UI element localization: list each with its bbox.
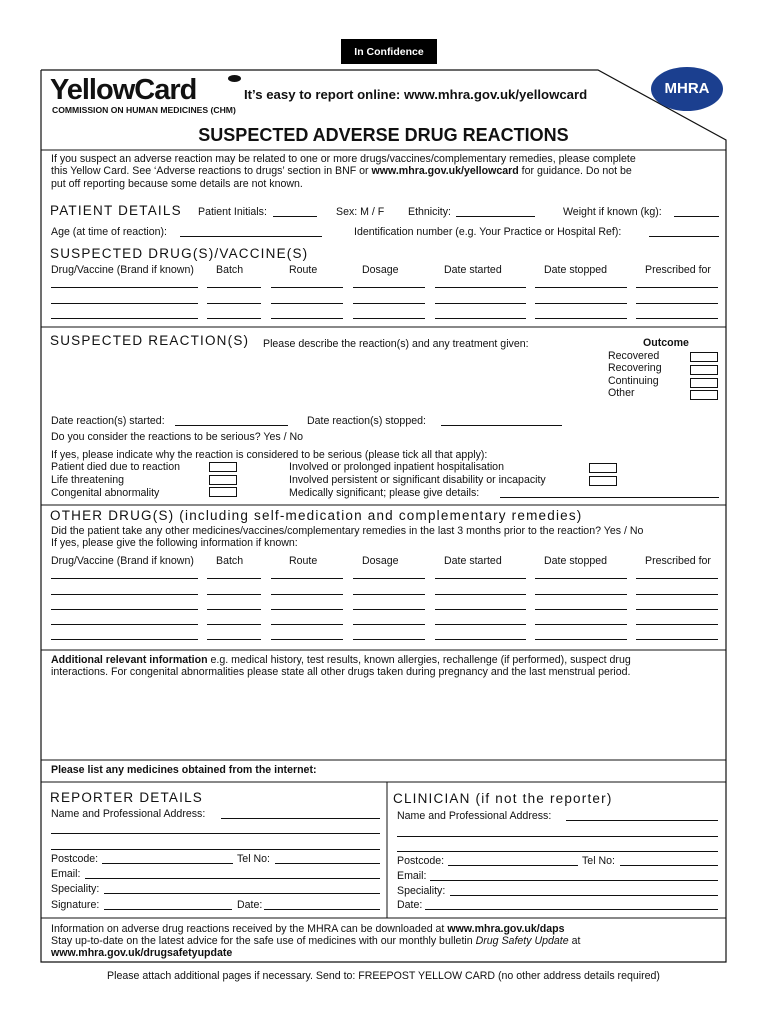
reaction-started-label: Date reaction(s) started:: [51, 415, 165, 427]
ethnicity-field[interactable]: [456, 216, 535, 217]
criteria-died-checkbox[interactable]: [209, 462, 237, 472]
yellowcard-logo: YellowCard: [50, 74, 197, 106]
other-drug-row-5-field-7[interactable]: [636, 639, 718, 640]
col-date-started: Date started: [444, 264, 502, 276]
suspected-drug-row-2-field-2[interactable]: [207, 303, 261, 304]
additional-info-line-1: Additional relevant information e.g. medical history, test results, known allergies, rechallenge (if performed), suspect drug: [51, 654, 631, 666]
reporter-name-label: Name and Professional Address:: [51, 808, 206, 820]
patient-initials-label: Patient Initials:: [198, 206, 267, 218]
other-drug-row-3-field-3[interactable]: [271, 609, 343, 610]
suspected-drug-row-3-field-7[interactable]: [636, 318, 718, 319]
other-drug-row-3-field-6[interactable]: [535, 609, 627, 610]
other-drug-row-2-field-4[interactable]: [353, 594, 425, 595]
reporter-address-line-2[interactable]: [51, 849, 380, 850]
suspected-drug-row-2-field-3[interactable]: [271, 303, 343, 304]
other-drug-row-4-field-4[interactable]: [353, 624, 425, 625]
other-drug-row-5-field-3[interactable]: [271, 639, 343, 640]
outcome-recovered: Recovered: [608, 350, 660, 362]
footer-line-3: www.mhra.gov.uk/drugsafetyupdate: [51, 947, 233, 959]
criteria-died: Patient died due to reaction: [51, 461, 180, 473]
additional-info-line-2: interactions. For congenital abnormalities please state all other drugs taken during pregnancy and the last menstrual period.: [51, 666, 631, 678]
clinician-address-line-2[interactable]: [397, 851, 718, 852]
serious-question: Do you consider the reactions to be serious? Yes / No: [51, 431, 304, 443]
other-drugs-instruction: If yes, please give the following information if known:: [51, 537, 298, 549]
clinician-name-field[interactable]: [566, 820, 718, 821]
intro-line-1: If you suspect an adverse reaction may be related to one or more drugs/vaccines/complementary remedies, please complete: [51, 153, 636, 165]
clinician-email-label: Email:: [397, 870, 427, 882]
clinician-date-field[interactable]: [425, 909, 718, 910]
reporter-signature-field[interactable]: [104, 909, 232, 910]
other-drug-row-1-field-1[interactable]: [51, 578, 198, 579]
other-drug-row-3-field-2[interactable]: [207, 609, 261, 610]
other-drug-row-5-field-6[interactable]: [535, 639, 627, 640]
criteria-life-threatening-checkbox[interactable]: [209, 475, 237, 485]
patient-details-heading: PATIENT DETAILS: [50, 203, 182, 218]
suspected-drug-row-3-field-6[interactable]: [535, 318, 627, 319]
other-drug-row-4-field-5[interactable]: [435, 624, 526, 625]
outcome-other-checkbox[interactable]: [690, 390, 718, 400]
criteria-life-threatening: Life threatening: [51, 474, 125, 486]
clinician-email-field[interactable]: [430, 880, 718, 881]
suspected-drug-row-1-field-4[interactable]: [353, 287, 425, 288]
reporter-email-label: Email:: [51, 868, 81, 880]
reporter-date-field[interactable]: [264, 909, 380, 910]
reaction-stopped-label: Date reaction(s) stopped:: [307, 415, 426, 427]
other-col-drug: Drug/Vaccine (Brand if known): [51, 555, 194, 567]
other-drug-row-3-field-5[interactable]: [435, 609, 526, 610]
suspected-drug-row-1-field-6[interactable]: [535, 287, 627, 288]
clinician-address-line-1[interactable]: [397, 836, 718, 837]
suspected-drug-row-2-field-6[interactable]: [535, 303, 627, 304]
other-drug-row-4-field-6[interactable]: [535, 624, 627, 625]
serious-why-label: If yes, please indicate why the reaction is considered to be serious (please tick all that apply):: [51, 449, 488, 461]
reporter-email-field[interactable]: [85, 878, 380, 879]
other-drug-row-1-field-6[interactable]: [535, 578, 627, 579]
col-route: Route: [289, 264, 318, 276]
mhra-logo-label: MHRA: [664, 80, 710, 97]
reaction-started-field[interactable]: [175, 425, 288, 426]
reporter-name-field[interactable]: [221, 818, 380, 819]
suspected-reactions-heading: SUSPECTED REACTION(S): [50, 333, 250, 348]
outcome-recovered-checkbox[interactable]: [690, 352, 718, 362]
patient-initials-field[interactable]: [273, 216, 317, 217]
internet-medicines-label: Please list any medicines obtained from the internet:: [51, 764, 317, 776]
other-drug-row-5-field-4[interactable]: [353, 639, 425, 640]
clinician-tel-field[interactable]: [620, 865, 718, 866]
reaction-describe-label: Please describe the reaction(s) and any treatment given:: [263, 338, 529, 350]
outcome-recovering: Recovering: [608, 362, 662, 374]
reporter-date-label: Date:: [237, 899, 263, 911]
other-col-dosage: Dosage: [362, 555, 399, 567]
reporter-speciality-field[interactable]: [104, 893, 380, 894]
col-prescribed-for: Prescribed for: [645, 264, 711, 276]
bottom-instruction: Please attach additional pages if necessary. Send to: FREEPOST YELLOW CARD (no other address details required): [107, 970, 660, 982]
medically-significant-field[interactable]: [500, 497, 719, 498]
weight-field[interactable]: [674, 216, 719, 217]
suspected-drug-row-3-field-5[interactable]: [435, 318, 526, 319]
suspected-drug-row-2-field-4[interactable]: [353, 303, 425, 304]
other-col-date-stopped: Date stopped: [544, 555, 608, 567]
other-drug-row-2-field-3[interactable]: [271, 594, 343, 595]
criteria-congenital: Congenital abnormality: [51, 487, 160, 499]
suspected-drug-row-3-field-4[interactable]: [353, 318, 425, 319]
other-drug-row-3-field-4[interactable]: [353, 609, 425, 610]
report-online-text: It’s easy to report online: www.mhra.gov.uk/yellowcard: [244, 87, 588, 102]
col-dosage: Dosage: [362, 264, 399, 276]
outcome-continuing: Continuing: [608, 375, 659, 387]
other-drug-row-4-field-7[interactable]: [636, 624, 718, 625]
clinician-name-label: Name and Professional Address:: [397, 810, 552, 822]
reaction-stopped-field[interactable]: [441, 425, 562, 426]
reporter-details-heading: REPORTER DETAILS: [50, 790, 203, 805]
outcome-continuing-checkbox[interactable]: [690, 378, 718, 388]
other-drug-row-2-field-5[interactable]: [435, 594, 526, 595]
other-drug-row-2-field-7[interactable]: [636, 594, 718, 595]
footer-line-2: Stay up-to-date on the latest advice for the safe use of medicines with our monthly bulletin Drug Safety Update at: [51, 935, 581, 947]
other-drug-row-1-field-4[interactable]: [353, 578, 425, 579]
other-drug-row-2-field-1[interactable]: [51, 594, 198, 595]
suspected-drug-row-1-field-5[interactable]: [435, 287, 526, 288]
commission-label: COMMISSION ON HUMAN MEDICINES (CHM): [52, 105, 236, 115]
other-drug-row-1-field-3[interactable]: [271, 578, 343, 579]
suspected-drugs-heading: SUSPECTED DRUG(S)/VACCINE(S): [50, 246, 309, 261]
clinician-speciality-label: Speciality:: [397, 885, 446, 897]
other-drug-row-4-field-3[interactable]: [271, 624, 343, 625]
outcome-other: Other: [608, 387, 635, 399]
suspected-drug-row-2-field-7[interactable]: [636, 303, 718, 304]
other-drug-row-1-field-2[interactable]: [207, 578, 261, 579]
age-field[interactable]: [180, 236, 322, 237]
form-title: SUSPECTED ADVERSE DRUG REACTIONS: [198, 125, 569, 145]
reporter-postcode-field[interactable]: [102, 863, 233, 864]
clinician-heading: CLINICIAN (if not the reporter): [393, 791, 613, 806]
suspected-drug-row-1-field-1[interactable]: [51, 287, 198, 288]
other-drug-row-5-field-1[interactable]: [51, 639, 198, 640]
criteria-hospitalisation-checkbox[interactable]: [589, 463, 617, 473]
clinician-tel-label: Tel No:: [582, 855, 615, 867]
clinician-postcode-field[interactable]: [448, 865, 578, 866]
other-col-date-started: Date started: [444, 555, 502, 567]
intro-line-2: this Yellow Card. See ‘Adverse reactions to drugs’ section in BNF or www.mhra.gov.uk/yellowcard for guidance. Do not be: [51, 165, 632, 177]
clinician-postcode-label: Postcode:: [397, 855, 445, 867]
confidence-label: In Confidence: [354, 46, 424, 58]
reporter-speciality-label: Speciality:: [51, 883, 100, 895]
reporter-signature-label: Signature:: [51, 899, 100, 911]
outcome-recovering-checkbox[interactable]: [690, 365, 718, 375]
logo-dot-icon: [228, 75, 241, 82]
other-drug-row-3-field-7[interactable]: [636, 609, 718, 610]
other-drug-row-2-field-2[interactable]: [207, 594, 261, 595]
other-col-route: Route: [289, 555, 318, 567]
id-number-field[interactable]: [649, 236, 719, 237]
suspected-drug-row-3-field-2[interactable]: [207, 318, 261, 319]
clinician-date-label: Date:: [397, 899, 423, 911]
criteria-disability-checkbox[interactable]: [589, 476, 617, 486]
criteria-congenital-checkbox[interactable]: [209, 487, 237, 497]
reporter-address-line-1[interactable]: [51, 833, 380, 834]
suspected-drug-row-1-field-3[interactable]: [271, 287, 343, 288]
reporter-tel-label: Tel No:: [237, 853, 270, 865]
intro-line-3: put off reporting because some details are not known.: [51, 178, 303, 190]
suspected-drug-row-1-field-7[interactable]: [636, 287, 718, 288]
other-drug-row-1-field-5[interactable]: [435, 578, 526, 579]
suspected-drug-row-2-field-5[interactable]: [435, 303, 526, 304]
age-label: Age (at time of reaction):: [51, 226, 167, 238]
other-drug-row-3-field-1[interactable]: [51, 609, 198, 610]
col-date-stopped: Date stopped: [544, 264, 608, 276]
suspected-drug-row-3-field-3[interactable]: [271, 318, 343, 319]
col-drug: Drug/Vaccine (Brand if known): [51, 264, 194, 276]
footer-line-1: Information on adverse drug reactions received by the MHRA can be downloaded at www.mhra.gov.uk/daps: [51, 923, 565, 935]
sex-label: Sex: M / F: [336, 206, 385, 218]
weight-label: Weight if known (kg):: [563, 206, 662, 218]
outcome-title: Outcome: [643, 337, 689, 349]
suspected-drug-row-1-field-2[interactable]: [207, 287, 261, 288]
other-drugs-question: Did the patient take any other medicines/vaccines/complementary remedies in the last 3 months prior to the reaction? Yes / No: [51, 525, 644, 537]
criteria-disability: Involved persistent or significant disability or incapacity: [289, 474, 546, 486]
id-number-label: Identification number (e.g. Your Practice or Hospital Ref):: [354, 226, 622, 238]
other-col-batch: Batch: [216, 555, 244, 567]
other-drug-row-4-field-1[interactable]: [51, 624, 198, 625]
col-batch: Batch: [216, 264, 244, 276]
clinician-speciality-field[interactable]: [450, 895, 718, 896]
other-drug-row-5-field-5[interactable]: [435, 639, 526, 640]
ethnicity-label: Ethnicity:: [408, 206, 451, 218]
suspected-drug-row-3-field-1[interactable]: [51, 318, 198, 319]
other-drug-row-2-field-6[interactable]: [535, 594, 627, 595]
other-drug-row-1-field-7[interactable]: [636, 578, 718, 579]
other-col-prescribed-for: Prescribed for: [645, 555, 711, 567]
reporter-postcode-label: Postcode:: [51, 853, 99, 865]
other-drug-row-5-field-2[interactable]: [207, 639, 261, 640]
criteria-hospitalisation: Involved or prolonged inpatient hospitalisation: [289, 461, 504, 473]
reporter-tel-field[interactable]: [275, 863, 380, 864]
other-drugs-heading: OTHER DRUG(S) (including self-medication and complementary remedies): [50, 508, 583, 523]
other-drug-row-4-field-2[interactable]: [207, 624, 261, 625]
suspected-drug-row-2-field-1[interactable]: [51, 303, 198, 304]
criteria-medically-significant: Medically significant; please give details:: [289, 487, 480, 499]
